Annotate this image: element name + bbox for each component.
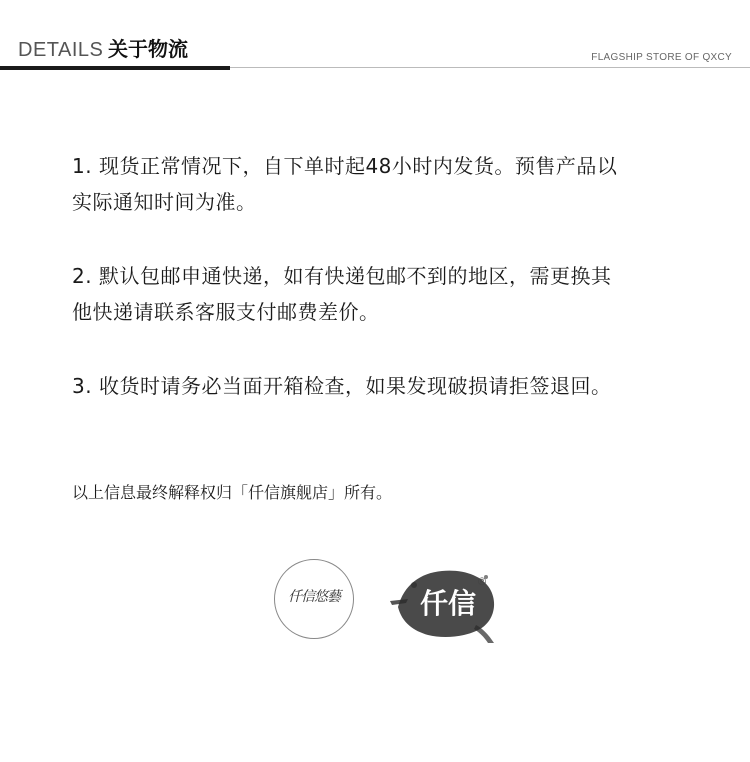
footer-note: 以上信息最终解释权归「仟信旗舰店」所有。 — [72, 483, 393, 502]
header-divider — [230, 67, 750, 68]
shipping-rule-1-line-1: 1. 现货正常情况下，自下单时起48小时内发货。预售产品以 — [72, 154, 618, 178]
shipping-rule-2-line-2: 他快递请联系客服支付邮费差价。 — [72, 300, 380, 324]
shipping-info — [72, 148, 672, 442]
store-name: FLAGSHIP STORE OF QXCY — [591, 52, 732, 63]
seal-logo-text: 仟信悠藝 — [288, 589, 340, 605]
brand-logos — [270, 555, 500, 645]
brush-logo-text: 仟信 — [419, 587, 477, 620]
page-header — [0, 0, 750, 70]
seal-logo — [274, 559, 354, 639]
shipping-rule-2 — [72, 258, 672, 330]
shipping-rule-1-line-2: 实际通知时间为准。 — [72, 190, 257, 214]
shipping-rule-1 — [72, 148, 672, 220]
header-title-en: DETAILS — [18, 39, 104, 61]
shipping-rule-3 — [72, 368, 672, 404]
header-accent-bar — [0, 66, 230, 70]
header-title-cn: 关于物流 — [108, 37, 188, 61]
brush-calligraphy-logo — [390, 555, 500, 645]
shipping-rule-3-line-1: 3. 收货时请务必当面开箱检查，如果发现破损请拒签退回。 — [72, 374, 612, 398]
shipping-rule-2-line-1: 2. 默认包邮申通快递，如有快递包邮不到的地区，需更换其 — [72, 264, 612, 288]
registered-mark: ® — [476, 575, 488, 588]
